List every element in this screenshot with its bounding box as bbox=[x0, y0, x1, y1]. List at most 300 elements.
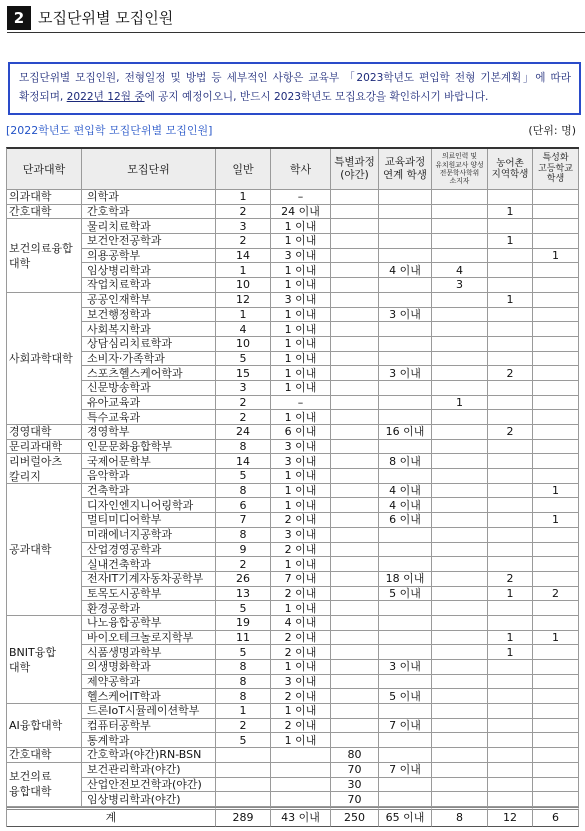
notice-text: 에 공지 예정이오니, 반드시 2023학년도 모집요강을 확인하시기 바랍니다. bbox=[144, 91, 489, 103]
unit-cell: 작업치료학과 bbox=[82, 278, 216, 293]
value-cell: 6 이내 bbox=[271, 425, 331, 440]
value-cell: 3 이내 bbox=[271, 528, 331, 543]
unit-cell: 컴퓨터공학부 bbox=[82, 719, 216, 734]
value-cell: 1 이내 bbox=[271, 469, 331, 484]
value-cell bbox=[379, 337, 432, 352]
value-cell bbox=[379, 278, 432, 293]
notice-underlined-date: 2022년 12월 중 bbox=[66, 91, 145, 103]
value-cell bbox=[331, 675, 379, 690]
total-value: 43 이내 bbox=[271, 807, 331, 827]
value-cell: 1 bbox=[488, 631, 533, 646]
value-cell bbox=[379, 704, 432, 719]
unit-cell: 음악학과 bbox=[82, 469, 216, 484]
value-cell: 5 bbox=[216, 733, 271, 748]
value-cell: 1 이내 bbox=[271, 308, 331, 323]
value-cell: 4 이내 bbox=[271, 616, 331, 631]
value-cell: 1 bbox=[216, 704, 271, 719]
column-header: 학사 bbox=[271, 149, 331, 190]
value-cell: 3 이내 bbox=[271, 293, 331, 308]
value-cell bbox=[331, 543, 379, 558]
value-cell bbox=[432, 704, 488, 719]
notice-text: 확정되며, bbox=[19, 91, 67, 103]
value-cell bbox=[432, 748, 488, 763]
value-cell bbox=[379, 631, 432, 646]
value-cell: 3 이내 bbox=[379, 660, 432, 675]
value-cell bbox=[432, 719, 488, 734]
value-cell: 2 이내 bbox=[271, 645, 331, 660]
value-cell: 2 이내 bbox=[271, 689, 331, 704]
value-cell: 80 bbox=[331, 748, 379, 763]
unit-cell: 유아교육과 bbox=[82, 396, 216, 411]
value-cell bbox=[379, 528, 432, 543]
value-cell: 8 bbox=[216, 484, 271, 499]
value-cell: 12 bbox=[216, 293, 271, 308]
value-cell bbox=[331, 219, 379, 234]
column-header: 의료인력 및 유치원교사 양성 전문학사학위 소지자 bbox=[432, 149, 488, 190]
value-cell: 3 이내 bbox=[379, 308, 432, 323]
unit-cell: 환경공학과 bbox=[82, 601, 216, 616]
value-cell: 2 bbox=[216, 234, 271, 249]
value-cell: 70 bbox=[331, 792, 379, 807]
value-cell bbox=[488, 601, 533, 616]
value-cell: 7 이내 bbox=[271, 572, 331, 587]
unit-cell: 사회복지학과 bbox=[82, 322, 216, 337]
notice-line-1: 모집단위별 모집인원, 전형일정 및 방법 등 세부적인 사항은 교육부 「2023학년도 편입학 전형 기본계획」에 따라 bbox=[19, 72, 571, 84]
value-cell: 16 이내 bbox=[379, 425, 432, 440]
value-cell bbox=[432, 440, 488, 455]
value-cell: 8 bbox=[216, 660, 271, 675]
total-value: 12 bbox=[488, 807, 533, 827]
value-cell bbox=[379, 219, 432, 234]
value-cell bbox=[379, 440, 432, 455]
value-cell bbox=[488, 352, 533, 367]
value-cell bbox=[533, 278, 579, 293]
value-cell: 1 이내 bbox=[271, 410, 331, 425]
value-cell bbox=[533, 528, 579, 543]
unit-cell: 토목도시공학부 bbox=[82, 587, 216, 602]
value-cell: 1 bbox=[533, 513, 579, 528]
value-cell bbox=[379, 645, 432, 660]
value-cell bbox=[331, 234, 379, 249]
unit-cell: 드론IoT시뮬레이션학부 bbox=[82, 704, 216, 719]
value-cell bbox=[379, 293, 432, 308]
value-cell: 15 bbox=[216, 366, 271, 381]
value-cell bbox=[488, 792, 533, 807]
value-cell: 2 bbox=[216, 719, 271, 734]
value-cell: 2 bbox=[216, 205, 271, 220]
value-cell bbox=[331, 190, 379, 205]
value-cell: 1 이내 bbox=[271, 704, 331, 719]
value-cell bbox=[432, 293, 488, 308]
value-cell bbox=[533, 293, 579, 308]
unit-cell: 멀티미디어학부 bbox=[82, 513, 216, 528]
value-cell: 1 bbox=[488, 293, 533, 308]
value-cell: 1 bbox=[216, 308, 271, 323]
value-cell bbox=[533, 454, 579, 469]
value-cell: – bbox=[271, 396, 331, 411]
value-cell bbox=[216, 763, 271, 778]
value-cell: 1 이내 bbox=[271, 660, 331, 675]
unit-cell: 임상병리학과 bbox=[82, 263, 216, 278]
unit-label: (단위: 명) bbox=[528, 124, 576, 137]
value-cell: 30 bbox=[331, 778, 379, 793]
value-cell bbox=[379, 733, 432, 748]
value-cell: 24 bbox=[216, 425, 271, 440]
college-cell: 공과대학 bbox=[7, 484, 82, 616]
unit-cell: 간호학과(야간)RN-BSN bbox=[82, 748, 216, 763]
value-cell: 1 이내 bbox=[271, 352, 331, 367]
value-cell bbox=[488, 278, 533, 293]
value-cell bbox=[432, 234, 488, 249]
value-cell bbox=[331, 469, 379, 484]
value-cell: 4 이내 bbox=[379, 498, 432, 513]
value-cell: 3 이내 bbox=[379, 366, 432, 381]
value-cell bbox=[533, 381, 579, 396]
value-cell bbox=[432, 792, 488, 807]
value-cell: 1 이내 bbox=[271, 234, 331, 249]
value-cell bbox=[533, 190, 579, 205]
value-cell bbox=[533, 396, 579, 411]
value-cell: 2 이내 bbox=[271, 631, 331, 646]
value-cell: 3 bbox=[216, 381, 271, 396]
value-cell bbox=[379, 543, 432, 558]
value-cell bbox=[216, 778, 271, 793]
value-cell bbox=[533, 557, 579, 572]
value-cell: 1 이내 bbox=[271, 381, 331, 396]
value-cell: 3 이내 bbox=[271, 454, 331, 469]
value-cell: 19 bbox=[216, 616, 271, 631]
value-cell: 2 이내 bbox=[271, 587, 331, 602]
value-cell: 1 bbox=[488, 645, 533, 660]
value-cell bbox=[533, 601, 579, 616]
value-cell bbox=[533, 792, 579, 807]
value-cell bbox=[379, 234, 432, 249]
value-cell: 1 bbox=[533, 631, 579, 646]
value-cell bbox=[533, 234, 579, 249]
value-cell bbox=[216, 792, 271, 807]
value-cell bbox=[432, 366, 488, 381]
unit-cell: 소비자·가족학과 bbox=[82, 352, 216, 367]
value-cell bbox=[432, 308, 488, 323]
value-cell bbox=[533, 689, 579, 704]
value-cell bbox=[331, 454, 379, 469]
value-cell bbox=[331, 410, 379, 425]
value-cell bbox=[331, 293, 379, 308]
value-cell: 8 bbox=[216, 528, 271, 543]
college-cell: 사회과학대학 bbox=[7, 293, 82, 425]
value-cell: 2 bbox=[533, 587, 579, 602]
value-cell bbox=[379, 469, 432, 484]
value-cell bbox=[533, 308, 579, 323]
value-cell bbox=[379, 601, 432, 616]
value-cell: 8 bbox=[216, 675, 271, 690]
section-number-badge: 2 bbox=[7, 6, 31, 30]
value-cell: 1 이내 bbox=[271, 219, 331, 234]
value-cell bbox=[331, 572, 379, 587]
value-cell bbox=[533, 763, 579, 778]
column-header: 일반 bbox=[216, 149, 271, 190]
value-cell bbox=[533, 352, 579, 367]
value-cell bbox=[432, 733, 488, 748]
value-cell bbox=[432, 425, 488, 440]
value-cell bbox=[432, 190, 488, 205]
value-cell bbox=[331, 645, 379, 660]
value-cell: 1 bbox=[488, 587, 533, 602]
value-cell: 4 bbox=[216, 322, 271, 337]
unit-cell: 인문문화융합학부 bbox=[82, 440, 216, 455]
value-cell: 2 이내 bbox=[271, 719, 331, 734]
value-cell bbox=[331, 322, 379, 337]
value-cell bbox=[432, 631, 488, 646]
value-cell: 2 이내 bbox=[271, 543, 331, 558]
column-header: 단과대학 bbox=[7, 149, 82, 190]
value-cell bbox=[488, 557, 533, 572]
value-cell bbox=[379, 748, 432, 763]
value-cell: 4 이내 bbox=[379, 263, 432, 278]
value-cell bbox=[331, 381, 379, 396]
value-cell bbox=[533, 704, 579, 719]
value-cell bbox=[331, 513, 379, 528]
college-cell: 간호대학 bbox=[7, 205, 82, 220]
value-cell: 24 이내 bbox=[271, 205, 331, 220]
value-cell: 70 bbox=[331, 763, 379, 778]
value-cell: 13 bbox=[216, 587, 271, 602]
total-value: 8 bbox=[432, 807, 488, 827]
value-cell bbox=[432, 469, 488, 484]
value-cell: 8 bbox=[216, 689, 271, 704]
table-caption: [2022학년도 편입학 모집단위별 모집인원] bbox=[6, 124, 213, 137]
total-value: 65 이내 bbox=[379, 807, 432, 827]
unit-cell: 디자인엔지니어링학과 bbox=[82, 498, 216, 513]
college-cell: 보건의료융합 대학 bbox=[7, 219, 82, 292]
value-cell bbox=[432, 601, 488, 616]
value-cell: 1 bbox=[432, 396, 488, 411]
value-cell bbox=[331, 352, 379, 367]
unit-cell: 미래에너지공학과 bbox=[82, 528, 216, 543]
value-cell bbox=[432, 675, 488, 690]
unit-cell: 나노융합공학부 bbox=[82, 616, 216, 631]
value-cell: 5 이내 bbox=[379, 587, 432, 602]
value-cell: 1 이내 bbox=[271, 263, 331, 278]
value-cell bbox=[331, 631, 379, 646]
value-cell bbox=[331, 440, 379, 455]
value-cell bbox=[533, 645, 579, 660]
value-cell bbox=[331, 587, 379, 602]
value-cell bbox=[432, 498, 488, 513]
value-cell bbox=[432, 645, 488, 660]
value-cell bbox=[271, 748, 331, 763]
value-cell: 2 이내 bbox=[271, 513, 331, 528]
value-cell: 2 bbox=[216, 410, 271, 425]
value-cell: 11 bbox=[216, 631, 271, 646]
column-header: 교육과정 연계 학생 bbox=[379, 149, 432, 190]
value-cell bbox=[488, 704, 533, 719]
total-value: 250 bbox=[331, 807, 379, 827]
value-cell bbox=[331, 528, 379, 543]
value-cell bbox=[379, 396, 432, 411]
value-cell bbox=[488, 484, 533, 499]
value-cell bbox=[533, 616, 579, 631]
value-cell: 2 bbox=[488, 572, 533, 587]
unit-cell: 실내건축학과 bbox=[82, 557, 216, 572]
value-cell bbox=[533, 719, 579, 734]
value-cell: 18 이내 bbox=[379, 572, 432, 587]
college-cell: AI융합대학 bbox=[7, 704, 82, 748]
value-cell bbox=[488, 440, 533, 455]
unit-cell: 보건행정학과 bbox=[82, 308, 216, 323]
value-cell bbox=[533, 469, 579, 484]
value-cell bbox=[271, 778, 331, 793]
value-cell bbox=[488, 308, 533, 323]
college-cell: 간호대학 bbox=[7, 748, 82, 763]
value-cell: 1 bbox=[216, 190, 271, 205]
unit-cell: 산업경영공학과 bbox=[82, 543, 216, 558]
value-cell: 26 bbox=[216, 572, 271, 587]
unit-cell: 보건안전공학과 bbox=[82, 234, 216, 249]
section-divider bbox=[7, 32, 585, 33]
unit-cell: 국제어문학부 bbox=[82, 454, 216, 469]
value-cell bbox=[331, 557, 379, 572]
value-cell bbox=[432, 381, 488, 396]
unit-cell: 제약공학과 bbox=[82, 675, 216, 690]
value-cell: 10 bbox=[216, 337, 271, 352]
value-cell: 1 bbox=[488, 205, 533, 220]
value-cell bbox=[331, 366, 379, 381]
value-cell bbox=[331, 689, 379, 704]
value-cell: 3 이내 bbox=[271, 440, 331, 455]
value-cell bbox=[533, 733, 579, 748]
value-cell: 6 bbox=[216, 498, 271, 513]
value-cell: 1 이내 bbox=[271, 601, 331, 616]
value-cell bbox=[379, 410, 432, 425]
value-cell bbox=[488, 748, 533, 763]
value-cell bbox=[488, 219, 533, 234]
value-cell: 5 이내 bbox=[379, 689, 432, 704]
value-cell: 1 이내 bbox=[271, 366, 331, 381]
value-cell bbox=[488, 543, 533, 558]
value-cell bbox=[432, 660, 488, 675]
value-cell: 5 bbox=[216, 469, 271, 484]
unit-cell: 의용공학부 bbox=[82, 249, 216, 264]
value-cell: – bbox=[271, 190, 331, 205]
value-cell: 1 bbox=[533, 249, 579, 264]
value-cell bbox=[533, 337, 579, 352]
unit-cell: 의학과 bbox=[82, 190, 216, 205]
value-cell bbox=[379, 352, 432, 367]
value-cell bbox=[331, 337, 379, 352]
value-cell bbox=[488, 381, 533, 396]
column-header: 특성화 고등학교 학생 bbox=[533, 149, 579, 190]
value-cell bbox=[331, 263, 379, 278]
value-cell bbox=[331, 616, 379, 631]
unit-cell: 의생명화학과 bbox=[82, 660, 216, 675]
value-cell bbox=[533, 263, 579, 278]
value-cell: 1 bbox=[216, 263, 271, 278]
value-cell: 1 이내 bbox=[271, 484, 331, 499]
value-cell: 4 이내 bbox=[379, 484, 432, 499]
value-cell: 1 이내 bbox=[271, 337, 331, 352]
value-cell: 8 bbox=[216, 440, 271, 455]
unit-cell: 산업안전보건학과(야간) bbox=[82, 778, 216, 793]
value-cell: 5 bbox=[216, 645, 271, 660]
value-cell bbox=[271, 763, 331, 778]
unit-cell: 임상병리학과(야간) bbox=[82, 792, 216, 807]
value-cell: 4 bbox=[432, 263, 488, 278]
unit-cell: 건축학과 bbox=[82, 484, 216, 499]
value-cell: 1 이내 bbox=[271, 278, 331, 293]
value-cell bbox=[432, 322, 488, 337]
value-cell bbox=[533, 366, 579, 381]
value-cell: 9 bbox=[216, 543, 271, 558]
unit-cell: 상담심리치료학과 bbox=[82, 337, 216, 352]
value-cell bbox=[432, 337, 488, 352]
value-cell bbox=[331, 278, 379, 293]
college-cell: 리버럴아츠 칼리지 bbox=[7, 454, 82, 483]
value-cell bbox=[488, 733, 533, 748]
value-cell bbox=[488, 190, 533, 205]
value-cell bbox=[331, 205, 379, 220]
college-cell: 보건의료 융합대학 bbox=[7, 763, 82, 807]
value-cell: 1 이내 bbox=[271, 557, 331, 572]
value-cell bbox=[488, 778, 533, 793]
value-cell bbox=[331, 425, 379, 440]
value-cell bbox=[432, 778, 488, 793]
section-title: 모집단위별 모집인원 bbox=[38, 9, 174, 27]
value-cell bbox=[533, 498, 579, 513]
value-cell: 1 이내 bbox=[271, 322, 331, 337]
total-value: 289 bbox=[216, 807, 271, 827]
value-cell bbox=[533, 425, 579, 440]
value-cell: 7 이내 bbox=[379, 719, 432, 734]
total-label: 계 bbox=[7, 807, 216, 827]
college-cell: 경영대학 bbox=[7, 425, 82, 440]
unit-cell: 바이오테크놀로지학부 bbox=[82, 631, 216, 646]
value-cell bbox=[432, 454, 488, 469]
value-cell bbox=[432, 763, 488, 778]
notice-box bbox=[8, 62, 581, 115]
value-cell bbox=[488, 513, 533, 528]
value-cell bbox=[331, 719, 379, 734]
value-cell: 1 bbox=[488, 234, 533, 249]
value-cell bbox=[533, 748, 579, 763]
value-cell: 6 이내 bbox=[379, 513, 432, 528]
value-cell bbox=[331, 249, 379, 264]
value-cell bbox=[533, 205, 579, 220]
value-cell: 2 bbox=[216, 557, 271, 572]
column-header: 농어촌 지역학생 bbox=[488, 149, 533, 190]
value-cell bbox=[331, 601, 379, 616]
value-cell bbox=[216, 748, 271, 763]
unit-cell: 물리치료학과 bbox=[82, 219, 216, 234]
unit-cell: 통계학과 bbox=[82, 733, 216, 748]
value-cell bbox=[432, 689, 488, 704]
value-cell bbox=[432, 484, 488, 499]
value-cell bbox=[488, 263, 533, 278]
value-cell bbox=[331, 660, 379, 675]
value-cell bbox=[432, 572, 488, 587]
value-cell bbox=[488, 689, 533, 704]
value-cell bbox=[379, 557, 432, 572]
value-cell bbox=[432, 513, 488, 528]
value-cell: 2 bbox=[488, 425, 533, 440]
value-cell bbox=[488, 675, 533, 690]
value-cell bbox=[488, 454, 533, 469]
value-cell: 3 이내 bbox=[271, 675, 331, 690]
value-cell bbox=[533, 660, 579, 675]
value-cell bbox=[533, 440, 579, 455]
unit-cell: 신문방송학과 bbox=[82, 381, 216, 396]
value-cell bbox=[331, 396, 379, 411]
